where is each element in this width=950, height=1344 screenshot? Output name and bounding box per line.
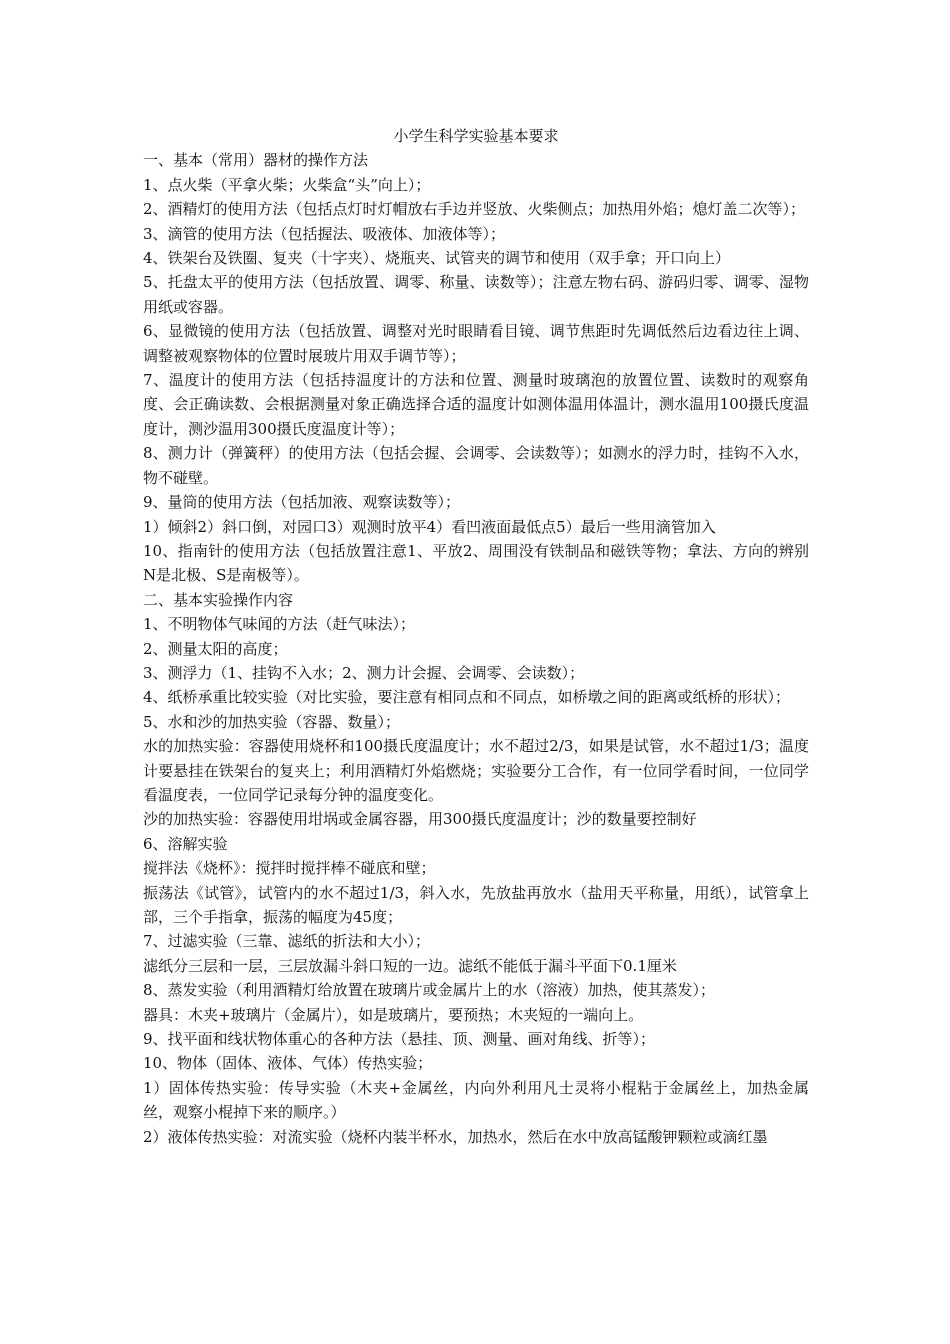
paragraph: 器具：木夹+玻璃片（金属片），如是玻璃片，要预热；木夹短的一端向上。 bbox=[143, 1005, 644, 1024]
paragraph: 水的加热实验：容器使用烧杯和100摄氏度温度计；水不超过2/3，如果是试管，水不超过1/3；温度计要悬挂在铁架台的复夹上；利用酒精灯外焰燃烧；实验要分工合作，有一位同学看时间，一位同学看温度表，一位同学记录每分钟的温度变化。 bbox=[143, 737, 809, 804]
paragraph: 7、过滤实验（三靠、滤纸的折法和大小）； bbox=[143, 932, 431, 951]
paragraph: 1、不明物体气味闻的方法（赶气味法）； bbox=[143, 615, 416, 634]
paragraph: 4、纸桥承重比较实验（对比实验，要注意有相同点和不同点，如桥墩之间的距离或纸桥的形状）； bbox=[143, 688, 791, 707]
paragraph: 滤纸分三层和一层，三层放漏斗斜口短的一边。滤纸不能低于漏斗平面下0.1厘米 bbox=[143, 956, 677, 975]
paragraph: 9、找平面和线状物体重心的各种方法（悬挂、顶、测量、画对角线、折等）； bbox=[143, 1030, 656, 1049]
paragraph: 1、点火柴（平拿火柴；火柴盒“头”向上）； bbox=[143, 175, 431, 194]
paragraph: 搅拌法《烧杯》：搅拌时搅拌棒不碰底和壁； bbox=[143, 859, 436, 878]
paragraph: 7、温度计的使用方法（包括持温度计的方法和位置、测量时玻璃泡的放置位置、读数时的观察角度、会正确读数、会根据测量对象正确选择合适的温度计如测体温用体温计，测水温用100摄氏度温度计，测沙温用300摄氏度温度计等）； bbox=[143, 371, 809, 438]
paragraph: 8、蒸发实验（利用酒精灯给放置在玻璃片或金属片上的水（溶液）加热，使其蒸发）； bbox=[143, 981, 716, 1000]
paragraph: 5、托盘太平的使用方法（包括放置、调零、称量、读数等）；注意左物右码、游码归零、调零、湿物用纸或容器。 bbox=[143, 273, 809, 316]
document-page bbox=[143, 124, 809, 1149]
paragraph: 2、酒精灯的使用方法（包括点灯时灯帽放右手边并竖放、火柴侧点；加热用外焰；熄灯盖二次等）； bbox=[143, 200, 806, 219]
paragraph: 二、基本实验操作内容 bbox=[143, 590, 294, 609]
paragraph: 8、测力计（弹簧秤）的使用方法（包括会握、会调零、会读数等）；如测水的浮力时，挂钩不入水，物不碰壁。 bbox=[143, 444, 809, 487]
paragraph: 4、铁架台及铁圈、复夹（十字夹）、烧瓶夹、试管夹的调节和使用（双手拿；开口向上） bbox=[143, 249, 731, 268]
paragraph: 9、量筒的使用方法（包括加液、观察读数等）； bbox=[143, 493, 461, 512]
paragraph: 沙的加热实验：容器使用坩埚或金属容器，用300摄氏度温度计；沙的数量要控制好 bbox=[143, 810, 697, 829]
document-title: 小学生科学实验基本要求 bbox=[393, 127, 559, 145]
paragraph: 2、测量太阳的高度； bbox=[143, 639, 288, 658]
paragraph: 6、显微镜的使用方法（包括放置、调整对光时眼睛看目镜、调节焦距时先调低然后边看边往上调、调整被观察物体的位置时展玻片用双手调节等）； bbox=[143, 322, 809, 365]
paragraph: 10、指南针的使用方法（包括放置注意1、平放2、周围没有铁制品和磁铁等物；拿法、方向的辨别N是北极、S是南极等）。 bbox=[143, 541, 809, 585]
paragraph: 1）固体传热实验：传导实验（木夹+金属丝，内向外利用凡士灵将小棍粘于金属丝上，加热金属丝，观察小棍掉下来的顺序。） bbox=[143, 1078, 809, 1122]
paragraph: 振荡法《试管》，试管内的水不超过1/3，斜入水，先放盐再放水（盐用天平称量，用纸），试管拿上部，三个手指拿，振荡的幅度为45度； bbox=[143, 883, 809, 926]
paragraph: 1）倾斜2）斜口倒，对园口3）观测时放平4）看凹液面最低点5）最后一些用滴管加入 bbox=[143, 517, 716, 536]
paragraph: 一、基本（常用）器材的操作方法 bbox=[143, 151, 369, 170]
paragraph: 2）液体传热实验：对流实验（烧杯内装半杯水，加热水，然后在水中放高锰酸钾颗粒或滴红墨 bbox=[143, 1127, 768, 1146]
paragraph: 5、水和沙的加热实验（容器、数量）； bbox=[143, 712, 401, 731]
paragraph: 3、测浮力（1、挂钩不入水；2、测力计会握、会调零、会读数）； bbox=[143, 663, 585, 682]
paragraph: 10、物体（固体、液体、气体）传热实验； bbox=[143, 1054, 433, 1073]
paragraph: 3、滴管的使用方法（包括握法、吸液体、加液体等）； bbox=[143, 224, 506, 243]
paragraph: 6、溶解实验 bbox=[143, 834, 228, 853]
